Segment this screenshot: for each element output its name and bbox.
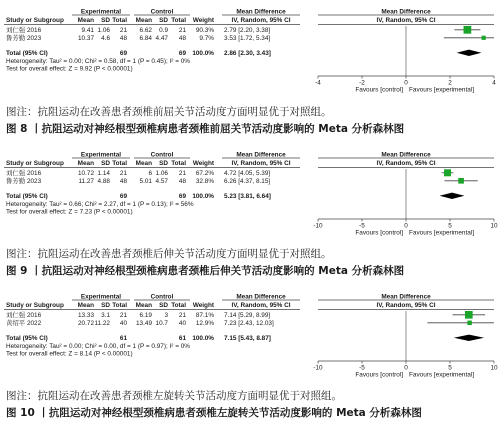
ctrl-sd: 0.9 [159, 27, 168, 34]
ci-text: 7.23 [2.43, 12.03] [224, 320, 274, 327]
pooled-diamond [457, 50, 482, 56]
col-ci: IV, Random, 95% CI [231, 17, 291, 24]
header-experimental: Experimental [80, 151, 122, 159]
ctrl-sd: 1.06 [155, 170, 168, 177]
exp-total: 21 [119, 312, 127, 319]
total-weight: 100.0% [192, 193, 214, 200]
header-experimental: Experimental [80, 8, 122, 16]
header-mean-difference-plot: Mean Difference [381, 293, 431, 301]
figure-note-10: 图注：抗阻运动在改善患者颈椎左旋转关节活动度方面明显优于对照组。 [6, 390, 342, 402]
x-tick-label: -5 [359, 222, 365, 230]
forest-plot-figure-10 [0, 293, 504, 387]
study-name: 刘仁强 2016 [6, 27, 42, 34]
col-study: Study or Subgroup [6, 17, 64, 24]
weight: 12.9% [195, 320, 214, 327]
forest-plot-figure-9 [0, 151, 504, 245]
col-exp-sd: SD [101, 160, 110, 167]
weight: 67.2% [195, 170, 214, 177]
col-study: Study or Subgroup [6, 302, 64, 309]
exp-sd: 4.88 [97, 178, 110, 185]
exp-sd: 1.14 [97, 170, 110, 177]
exp-mean: 10.72 [78, 170, 94, 177]
overall-effect-text: Test for overall effect: Z = 8.14 (P < 0.00001) [6, 350, 133, 358]
col-ctrl-mean: Mean [135, 17, 152, 24]
col-exp-mean: Mean [77, 302, 94, 309]
pooled-diamond [454, 335, 484, 341]
study-name: 刘仁强 2016 [6, 312, 42, 319]
x-tick-label: -4 [315, 79, 321, 87]
x-tick-label: 0 [404, 222, 408, 230]
exp-sd: 1.06 [97, 27, 110, 34]
header-mean-difference-plot: Mean Difference [381, 151, 431, 159]
x-tick-label: 0 [404, 364, 408, 372]
study-name: 鲁芳勤 2023 [6, 35, 42, 42]
header-control: Control [150, 151, 174, 159]
header-control: Control [150, 293, 174, 301]
ctrl-mean: 6.62 [139, 27, 152, 34]
weight: 9.7% [199, 35, 214, 42]
pooled-diamond [440, 193, 465, 199]
ctrl-mean: 6.19 [139, 312, 152, 319]
exp-sd: 3.1 [101, 312, 110, 319]
x-tick-label: -10 [313, 364, 323, 372]
total-ci-text: 2.86 [2.30, 3.43] [224, 50, 271, 57]
ctrl-mean: 6 [148, 170, 152, 177]
ci-text: 6.26 [4.37, 8.15] [224, 178, 271, 185]
total-label: Total (95% CI) [6, 193, 48, 200]
ctrl-total: 40 [178, 320, 186, 327]
header-mean-difference-plot: Mean Difference [381, 8, 431, 16]
exp-sd: 11.22 [94, 320, 110, 327]
exp-mean: 10.37 [78, 35, 94, 42]
ci-text: 7.14 [5.29, 8.99] [224, 312, 271, 319]
total-exp-n: 69 [119, 50, 127, 57]
figure-caption-10: 图 10 丨抗阻运动对神经根型颈椎病患者颈椎左旋转关节活动度影响的 Meta 分析森林图 [6, 407, 422, 419]
heterogeneity-text: Heterogeneity: Tau² = 0.00; Chi² = 0.58, df = 1 (P = 0.45); I² = 0% [6, 58, 190, 65]
col-exp-total: Total [112, 160, 127, 167]
col-ctrl-total: Total [171, 17, 186, 24]
total-label: Total (95% CI) [6, 335, 48, 342]
exp-total: 21 [119, 27, 127, 34]
heterogeneity-text: Heterogeneity: Tau² = 0.66; Chi² = 2.27, df = 1 (P = 0.13); I² = 56% [6, 201, 194, 208]
col-ctrl-total: Total [171, 160, 186, 167]
col-exp-total: Total [112, 302, 127, 309]
ci-text: 2.79 [2.20, 3.38] [224, 27, 271, 34]
study-square [465, 311, 473, 319]
study-name: 黄绍平 2022 [6, 320, 42, 327]
ctrl-total: 21 [178, 170, 186, 177]
favours-experimental: Favours [experimental] [409, 229, 474, 237]
favours-control: Favours [control] [355, 371, 403, 379]
col-ci: IV, Random, 95% CI [231, 160, 291, 167]
study-name: 鲁芳勤 2023 [6, 178, 42, 185]
col-ci-plot: IV, Random, 95% CI [376, 17, 436, 24]
col-ctrl-sd: SD [159, 17, 168, 24]
x-tick-label: 10 [490, 364, 498, 372]
weight: 87.1% [195, 312, 214, 319]
study-square [444, 169, 451, 176]
forest-plot-svg-10 [0, 293, 504, 387]
ctrl-total: 48 [178, 178, 186, 185]
col-weight: Weight [192, 17, 214, 24]
study-square [458, 178, 464, 184]
col-ctrl-mean: Mean [135, 160, 152, 167]
study-square [482, 36, 486, 40]
col-ctrl-sd: SD [159, 302, 168, 309]
forest-plot-figure-8 [0, 8, 504, 102]
total-ctrl-n: 69 [178, 193, 186, 200]
exp-mean: 20.72 [78, 320, 94, 327]
total-label: Total (95% CI) [6, 50, 48, 57]
x-tick-label: -2 [359, 79, 365, 87]
ctrl-total: 48 [178, 35, 186, 42]
study-name: 刘仁强 2016 [6, 170, 42, 177]
ctrl-sd: 4.47 [155, 35, 168, 42]
col-ctrl-sd: SD [159, 160, 168, 167]
col-exp-sd: SD [101, 302, 110, 309]
header-mean-difference: Mean Difference [236, 8, 286, 16]
col-weight: Weight [192, 302, 214, 309]
exp-total: 40 [119, 320, 127, 327]
col-ci-plot: IV, Random, 95% CI [376, 160, 436, 167]
figure-caption-8: 图 8 丨抗阻运动对神经根型颈椎病患者颈椎前屈关节活动度影响的 Meta 分析森林图 [6, 123, 405, 135]
forest-plot-svg-9 [0, 151, 504, 245]
total-exp-n: 61 [119, 335, 127, 342]
ci-text: 3.53 [1.72, 5.34] [224, 35, 271, 42]
header-experimental: Experimental [80, 293, 122, 301]
study-square [464, 26, 472, 34]
x-tick-label: 5 [448, 222, 452, 230]
overall-effect-text: Test for overall effect: Z = 9.92 (P < 0.00001) [6, 65, 133, 73]
favours-control: Favours [control] [355, 86, 403, 94]
weight: 90.3% [195, 27, 214, 34]
favours-experimental: Favours [experimental] [409, 371, 474, 379]
x-tick-label: -10 [313, 222, 323, 230]
ctrl-total: 21 [178, 312, 186, 319]
total-exp-n: 69 [119, 193, 127, 200]
exp-mean: 13.33 [78, 312, 94, 319]
x-tick-label: 10 [490, 222, 498, 230]
exp-mean: 9.41 [81, 27, 94, 34]
overall-effect-text: Test for overall effect: Z = 7.23 (P < 0.00001) [6, 208, 133, 216]
heterogeneity-text: Heterogeneity: Tau² = 0.00; Chi² = 0.00, df = 1 (P = 0.97); I² = 0% [6, 343, 190, 350]
exp-total: 48 [119, 178, 127, 185]
header-mean-difference: Mean Difference [236, 151, 286, 159]
total-ci-text: 7.15 [5.43, 8.87] [224, 335, 271, 342]
total-weight: 100.0% [192, 335, 214, 342]
forest-plot-svg-8 [0, 8, 504, 102]
favours-experimental: Favours [experimental] [409, 86, 474, 94]
ctrl-sd: 10.7 [155, 320, 168, 327]
x-tick-label: 5 [448, 364, 452, 372]
col-exp-sd: SD [101, 17, 110, 24]
col-exp-total: Total [112, 17, 127, 24]
x-tick-label: 4 [492, 79, 496, 87]
ctrl-mean: 6.84 [139, 35, 152, 42]
ctrl-total: 21 [178, 27, 186, 34]
x-tick-label: 2 [448, 79, 452, 87]
study-square [467, 321, 471, 325]
ctrl-sd: 4.57 [155, 178, 168, 185]
weight: 32.8% [195, 178, 214, 185]
exp-mean: 11.27 [78, 178, 94, 185]
col-exp-mean: Mean [77, 160, 94, 167]
exp-total: 21 [119, 170, 127, 177]
exp-total: 48 [119, 35, 127, 42]
header-mean-difference: Mean Difference [236, 293, 286, 301]
x-tick-label: 0 [404, 79, 408, 87]
total-ctrl-n: 61 [178, 335, 186, 342]
figure-caption-9: 图 9 丨抗阻运动对神经根型颈椎病患者颈椎后伸关节活动度影响的 Meta 分析森林图 [6, 265, 405, 277]
col-ci-plot: IV, Random, 95% CI [376, 302, 436, 309]
exp-sd: 4.6 [101, 35, 110, 42]
col-study: Study or Subgroup [6, 160, 64, 167]
total-ctrl-n: 69 [178, 50, 186, 57]
favours-control: Favours [control] [355, 229, 403, 237]
figure-note-9: 图注：抗阻运动在改善患者颈椎后伸关节活动度方面明显优于对照组。 [6, 248, 332, 260]
col-ctrl-mean: Mean [135, 302, 152, 309]
x-tick-label: -5 [359, 364, 365, 372]
col-ci: IV, Random, 95% CI [231, 302, 291, 309]
ci-text: 4.72 [4.05, 5.39] [224, 170, 271, 177]
header-control: Control [150, 8, 174, 16]
total-weight: 100.0% [192, 50, 214, 57]
figure-note-8: 图注：抗阻运动在改善患者颈椎前屈关节活动度方面明显优于对照组。 [6, 106, 332, 118]
ctrl-mean: 5.01 [139, 178, 152, 185]
total-ci-text: 5.23 [3.81, 6.64] [224, 193, 271, 200]
col-exp-mean: Mean [77, 17, 94, 24]
col-ctrl-total: Total [171, 302, 186, 309]
ctrl-mean: 13.49 [136, 320, 152, 327]
ctrl-sd: 3 [164, 312, 168, 319]
col-weight: Weight [192, 160, 214, 167]
